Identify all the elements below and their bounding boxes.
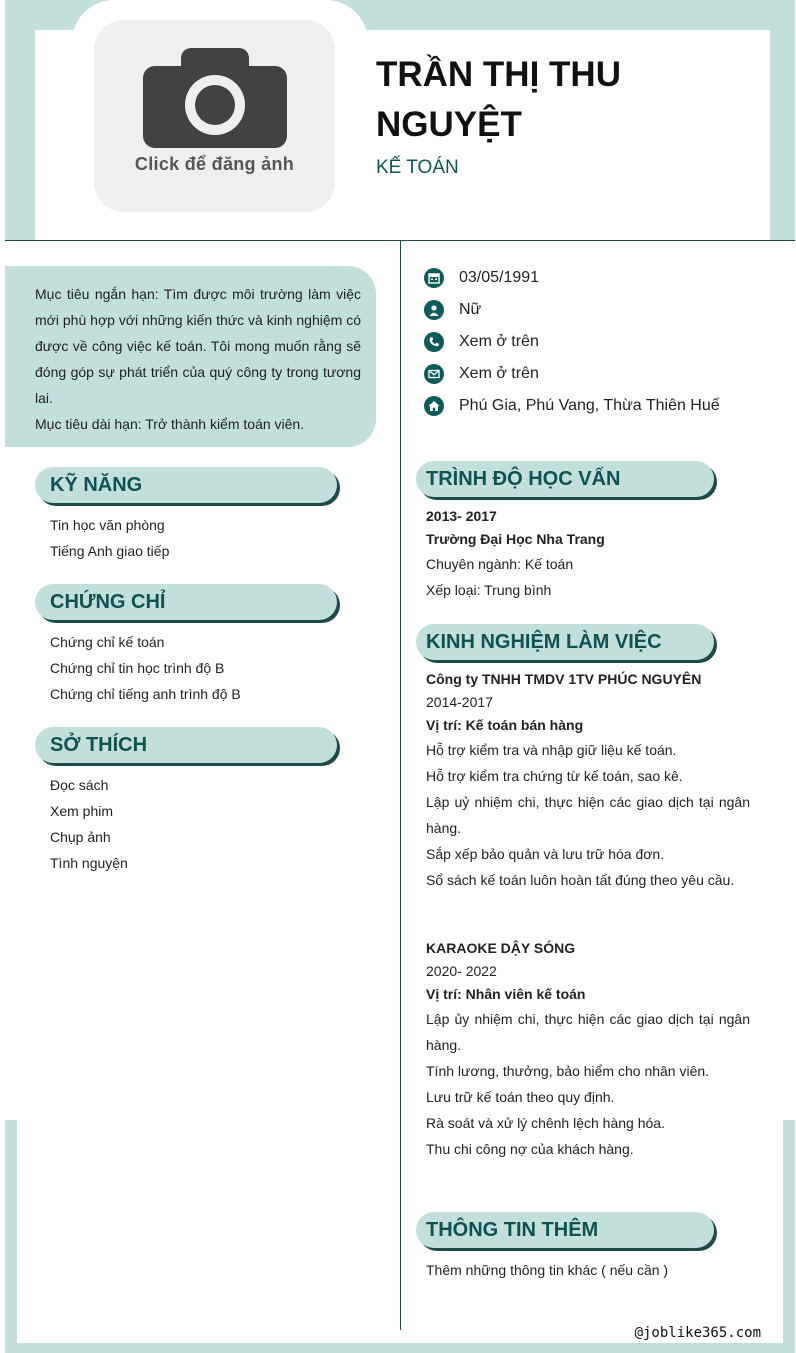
camera-icon (143, 48, 287, 148)
education-heading: TRÌNH ĐỘ HỌC VẤN (416, 461, 714, 497)
job-position: Vị trí: Nhân viên kế toán (426, 986, 586, 1002)
job-duty: Tính lương, thưởng, bảo hiểm cho nhân viên. (426, 1063, 710, 1079)
photo-upload-button[interactable] (94, 20, 335, 212)
job-position: Vị trí: Kế toán bán hàng (426, 717, 584, 733)
list-item: Tin học văn phòng (50, 517, 165, 533)
phone: Xem ở trên (459, 333, 539, 350)
contact-info (424, 262, 720, 422)
job-title: KẾ TOÁN (376, 157, 459, 178)
school-name: Trường Đại Học Nha Trang (426, 531, 605, 547)
additional-info-block (426, 1257, 750, 1283)
experience-job (426, 668, 750, 893)
education-period: 2013- 2017 (426, 508, 497, 524)
list-item: Chứng chỉ kế toán (50, 634, 165, 650)
additional-info-heading: THÔNG TIN THÊM (416, 1212, 714, 1248)
frame-bottom (5, 1343, 795, 1353)
gender-row (424, 294, 720, 326)
list-item: Chứng chỉ tin học trình độ B (50, 660, 225, 676)
company-name: KARAOKE DẬY SÓNG (426, 940, 576, 956)
job-period: 2014-2017 (426, 694, 493, 710)
phone-row (424, 326, 720, 358)
job-duty: Lưu trữ kế toán theo quy định. (426, 1089, 615, 1105)
skills-heading: KỸ NĂNG (35, 467, 337, 503)
list-item: Chứng chỉ tiếng anh trình độ B (50, 686, 241, 702)
birthday: 03/05/1991 (459, 269, 540, 286)
job-duty: Lập ủy nhiệm chi, thực hiện các giao dịch tại ngân hàng. (426, 1011, 750, 1053)
list-item: Tiếng Anh giao tiếp (50, 543, 170, 559)
calendar-icon (424, 268, 444, 288)
list-item: Tình nguyện (50, 855, 128, 871)
hobbies-list (50, 772, 128, 876)
address: Phú Gia, Phú Vang, Thừa Thiên Huế (459, 397, 720, 414)
job-duty: Lập uỷ nhiệm chi, thực hiện các giao dịch tại ngân hàng. (426, 794, 750, 836)
home-icon (424, 396, 444, 416)
job-duty: Sổ sách kế toán luôn hoàn tất đúng theo yêu cầu. (426, 872, 735, 888)
birthday-row (424, 262, 720, 294)
education-major: Chuyên ngành: Kế toán (426, 556, 574, 572)
list-item: Xem phim (50, 803, 114, 819)
career-objective (5, 266, 376, 447)
company-name: Công ty TNHH TMDV 1TV PHÚC NGUYÊN (426, 671, 702, 687)
job-period: 2020- 2022 (426, 963, 497, 979)
frame-right (783, 1120, 795, 1353)
person-icon (424, 300, 444, 320)
photo-caption: Click để đăng ảnh (134, 154, 295, 174)
email: Xem ở trên (459, 365, 539, 382)
candidate-name: TRẦN THỊ THU NGUYỆT (376, 55, 621, 144)
experience-heading: KINH NGHIỆM LÀM VIỆC (416, 624, 714, 660)
job-duty: Hỗ trợ kiểm tra chứng từ kế toán, sao kê. (426, 768, 683, 784)
additional-info-text: Thêm những thông tin khác ( nếu cần ) (426, 1262, 669, 1278)
corner-decoration (35, 195, 75, 240)
address-row (424, 390, 720, 422)
job-duty: Rà soát và xử lý chênh lệch hàng hóa. (426, 1115, 665, 1131)
experience-job (426, 937, 750, 1162)
job-duty: Hỗ trợ kiểm tra và nhập giữ liệu kế toán. (426, 742, 677, 758)
job-duty: Thu chi công nợ của khách hàng. (426, 1141, 634, 1157)
short-term-goal: Mục tiêu ngắn hạn: Tìm được môi trường làm việc mới phù hợp với những kiến thức và kinh nghiệm có được về công việc kế toán. Tôi mong muốn rằng sẽ đóng góp sự phát triển của quý công ty trong tương lai. (35, 286, 361, 406)
email-icon (424, 364, 444, 384)
job-duty: Sắp xếp bảo quản và lưu trữ hóa đơn. (426, 846, 665, 862)
hobbies-heading: SỞ THÍCH (35, 727, 337, 763)
list-item: Đọc sách (50, 777, 109, 793)
frame-left (5, 1120, 17, 1353)
gender: Nữ (459, 301, 482, 318)
education-grade: Xếp loại: Trung bình (426, 582, 552, 598)
phone-icon (424, 332, 444, 352)
column-divider (400, 241, 401, 1330)
watermark: @joblike365.com (634, 1325, 761, 1341)
email-row (424, 358, 720, 390)
certificates-list (50, 629, 241, 707)
list-item: Chụp ảnh (50, 829, 111, 845)
skills-list (50, 512, 169, 564)
education-block (426, 505, 750, 603)
long-term-goal: Mục tiêu dài hạn: Trở thành kiểm toán viên. (35, 416, 305, 432)
certificates-heading: CHỨNG CHỈ (35, 584, 337, 620)
